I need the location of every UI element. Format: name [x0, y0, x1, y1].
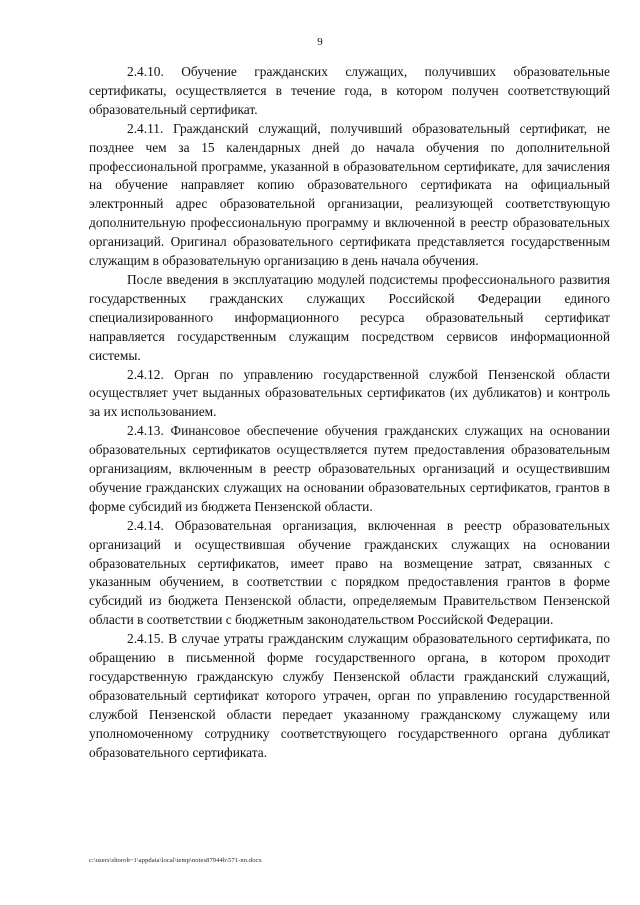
document-body [89, 63, 610, 763]
paragraph-2-4-14: 2.4.14. Образовательная организация, включенная в реестр образовательных организаций и осуществившая обучение гражданских служащих на основании образовательных сертификатов, имеет право на возмещение затрат, связанных с указанным обучением, в соответствии с порядком предоставления грантов в форме субсидий из бюджета Пензенской области, определяемым Правительством Пензенской области в соответствии с бюджетным законодательством Российской Федерации. [89, 517, 610, 628]
paragraph-2-4-11: 2.4.11. Гражданский служащий, получивший образовательный сертификат, не позднее чем за 15 календарных дней до начала обучения по дополнительной профессиональной программе, указанной в образовательном сертификате, для зачисления на обучение направляет копию образовательного сертификата на официальный электронный адрес образовательной организации, реализующей соответствующую дополнительную профессиональную программу и включенной в реестр образовательных организаций. Оригинал образовательного сертификата представляется государственным служащим в образовательную организацию в день начала обучения. [89, 120, 610, 269]
paragraph-2-4-15: 2.4.15. В случае утраты гражданским служащим образовательного сертификата, по обращению в письменной форме государственного органа, в котором проходит государственную гражданскую службу Пензенской области гражданский служащий, образовательный сертификат которого утрачен, орган по управлению государственной службой Пензенской области передает указанному гражданскому служащему или уполномоченному сотруднику соответствующего государственного органа дубликат образовательного сертификата. [89, 631, 610, 760]
paragraph-2-4-13: 2.4.13. Финансовое обеспечение обучения гражданских служащих на основании образовательных сертификатов осуществляется путем предоставления образовательным организациям, включенным в реестр образовательных организаций и осуществившим обучение гражданских служащих на основании образовательных сертификатов, грантов в форме субсидий из бюджета Пензенской области. [89, 423, 610, 514]
paragraph-2-4-12: 2.4.12. Орган по управлению государственной службой Пензенской области осуществляет учет выданных образовательных сертификатов (их дубликатов) и контроль за их использованием. [89, 366, 610, 420]
paragraph-2-4-10: 2.4.10. Обучение гражданских служащих, получивших образовательные сертификаты, осуществляется в течение года, в котором получен соответствующий образовательный сертификат. [89, 64, 610, 117]
page-number: 9 [317, 36, 323, 48]
paragraph-2-4-11-continued: После введения в эксплуатацию модулей подсистемы профессионального развития государственных гражданских служащих Российской Федерации единого специализированного информационного ресурса образовательный сертификат направляется государственным служащим посредством сервисов информационной системы. [89, 271, 610, 363]
footer-file-path: c:\users\shoroh~1\appdata\local\temp\notes87944b\571-nn.docx [89, 857, 262, 864]
